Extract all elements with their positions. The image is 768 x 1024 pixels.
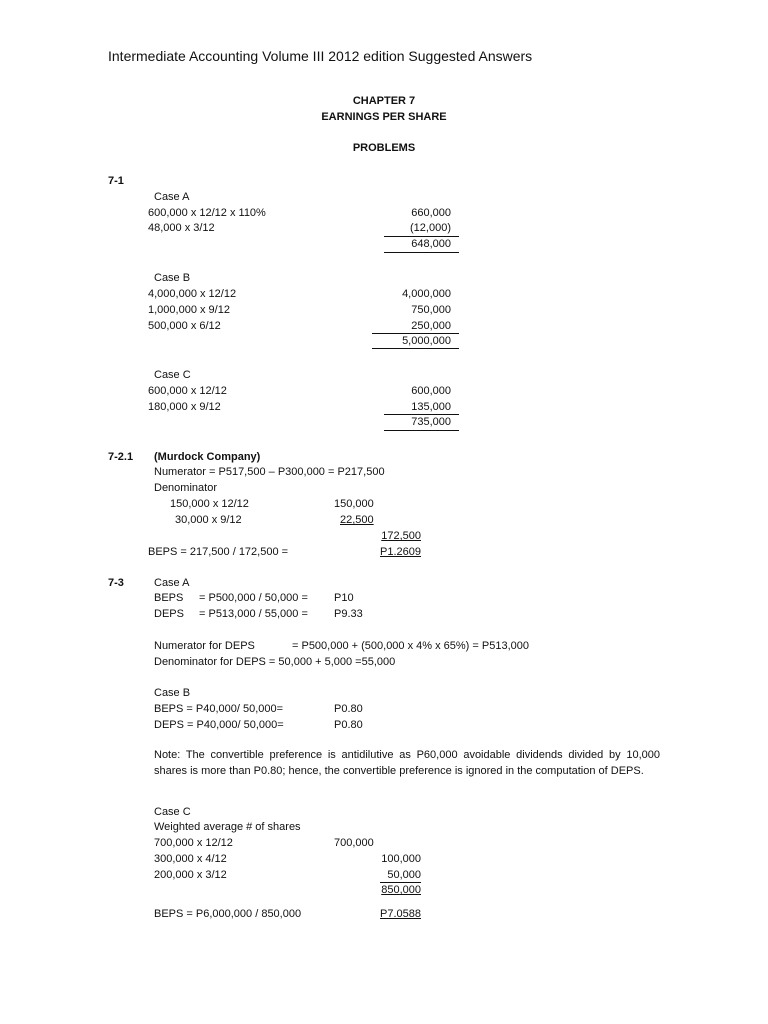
beps-result: P7.0588 bbox=[380, 908, 421, 920]
amount: 660,000 bbox=[411, 207, 451, 219]
amount: 250,000 bbox=[411, 320, 451, 332]
note-paragraph: Note: The convertible preference is antidilutive as P60,000 avoidable dividends divided by 10,000 shares is more than P0.80; hence, the convertible preference is ignored in the computation of DEPS. bbox=[154, 749, 660, 777]
computation-row: 30,000 x 9/12 bbox=[175, 514, 242, 526]
computation-row: 500,000 x 6/12 bbox=[148, 320, 221, 332]
amount: 750,000 bbox=[411, 304, 451, 316]
deps-formula: = P513,000 / 55,000 = bbox=[199, 608, 308, 620]
amount: 150,000 bbox=[334, 498, 374, 510]
amount: 50,000 bbox=[387, 869, 421, 881]
case-title: Case C bbox=[154, 369, 191, 381]
total-rule bbox=[372, 348, 459, 349]
total-rule bbox=[384, 430, 459, 431]
amount: 700,000 bbox=[334, 837, 374, 849]
beps-result: P1.2609 bbox=[380, 546, 421, 558]
numerator-line: Numerator = P517,500 – P300,000 = P217,500 bbox=[154, 466, 385, 478]
denominator-label: Denominator bbox=[154, 482, 217, 494]
computation-row: 600,000 x 12/12 bbox=[148, 385, 227, 397]
problem-number: 7-2.1 bbox=[108, 451, 134, 463]
computation-row: 300,000 x 4/12 bbox=[154, 853, 227, 865]
beps-line: BEPS = 217,500 / 172,500 = bbox=[148, 546, 289, 558]
company-name: (Murdock Company) bbox=[154, 451, 261, 463]
computation-row: 200,000 x 3/12 bbox=[154, 869, 227, 881]
deps-result: P0.80 bbox=[334, 719, 363, 731]
total-amount: 735,000 bbox=[411, 416, 451, 428]
computation-row: 600,000 x 12/12 x 110% bbox=[148, 207, 266, 219]
beps-label: BEPS bbox=[154, 592, 184, 604]
case-title: Case B bbox=[154, 272, 191, 284]
chapter-number: CHAPTER 7 bbox=[352, 95, 416, 107]
chapter-title: EARNINGS PER SHARE bbox=[321, 111, 447, 123]
amount: 135,000 bbox=[411, 401, 451, 413]
problem-number: 7-1 bbox=[108, 175, 124, 187]
total-rule bbox=[384, 252, 459, 253]
case-title: Case B bbox=[154, 687, 191, 699]
beps-line: BEPS = P40,000/ 50,000= bbox=[154, 703, 284, 715]
weighted-average-label: Weighted average # of shares bbox=[154, 821, 301, 833]
computation-row: 180,000 x 9/12 bbox=[148, 401, 221, 413]
deps-label: DEPS bbox=[154, 608, 184, 620]
section-title: PROBLEMS bbox=[352, 142, 416, 154]
computation-row: 1,000,000 x 9/12 bbox=[148, 304, 230, 316]
total-amount: 648,000 bbox=[411, 238, 451, 250]
amount: 600,000 bbox=[411, 385, 451, 397]
amount: 100,000 bbox=[381, 853, 421, 865]
total-amount: 850,000 bbox=[381, 884, 421, 896]
computation-row: 150,000 x 12/12 bbox=[170, 498, 249, 510]
beps-result: P0.80 bbox=[334, 703, 363, 715]
computation-row: 4,000,000 x 12/12 bbox=[148, 288, 237, 300]
amount: (12,000) bbox=[410, 222, 451, 234]
denominator-line: Denominator for DEPS = 50,000 + 5,000 =55,000 bbox=[154, 656, 396, 668]
amount: 22,500 bbox=[340, 514, 374, 526]
total-amount: 5,000,000 bbox=[402, 335, 451, 347]
total-amount: 172,500 bbox=[381, 530, 421, 542]
computation-row: 700,000 x 12/12 bbox=[154, 837, 233, 849]
numerator-label: Numerator for DEPS bbox=[154, 640, 255, 652]
beps-line: BEPS = P6,000,000 / 850,000 bbox=[154, 908, 302, 920]
document-header: Intermediate Accounting Volume III 2012 edition Suggested Answers bbox=[108, 48, 533, 64]
case-title: Case A bbox=[154, 577, 190, 589]
case-title: Case A bbox=[154, 191, 190, 203]
beps-result: P10 bbox=[334, 592, 354, 604]
deps-result: P9.33 bbox=[334, 608, 363, 620]
amount: 4,000,000 bbox=[402, 288, 451, 300]
beps-formula: = P500,000 / 50,000 = bbox=[199, 592, 308, 604]
numerator-formula: = P500,000 + (500,000 x 4% x 65%) = P513,000 bbox=[292, 640, 529, 652]
computation-row: 48,000 x 3/12 bbox=[148, 222, 215, 234]
problem-number: 7-3 bbox=[108, 577, 124, 589]
case-title: Case C bbox=[154, 806, 191, 818]
deps-line: DEPS = P40,000/ 50,000= bbox=[154, 719, 284, 731]
